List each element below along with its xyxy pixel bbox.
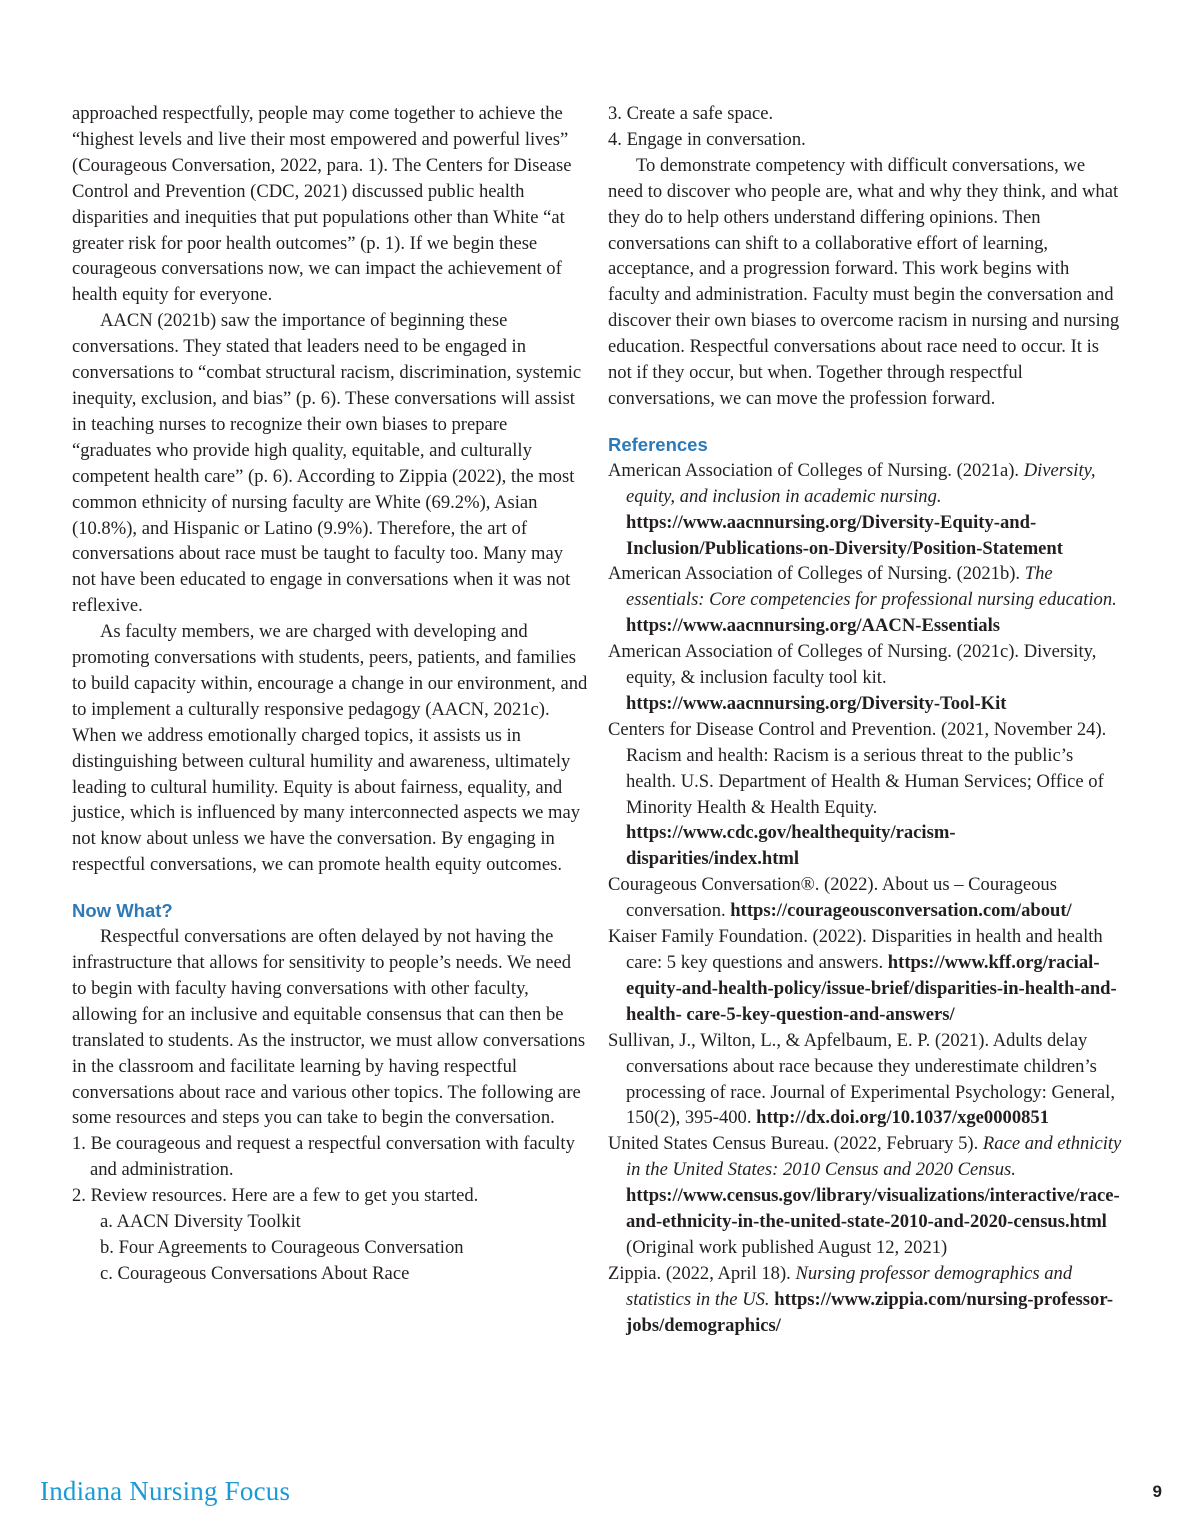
- page-number: 9: [1152, 1482, 1162, 1501]
- reference-author-date: Courageous Conversation®. (2022).: [608, 874, 882, 896]
- reference-link[interactable]: https://www.aacnnursing.org/AACN-Essentials: [626, 615, 1000, 637]
- reference-title: Nursing professor demographics and statistics in the US.: [626, 1262, 1073, 1310]
- reference-link[interactable]: https://www.census.gov/library/visualizations/interactive/race-and-ethnicity-in-the-united-state-2010-and-2020-census.html: [626, 1185, 1120, 1233]
- paragraph-respectful-conversations: Respectful conversations are often delayed by not having the infrastructure that allows for sensitivity to people’s needs. We need to begin with faculty having conversations with other faculty, allowing for an inclusive and equitable consensus that can then be translated to students. As the instructor, we must allow conversations in the classroom and facilitate learning by having respectful conversations about race and various other topics. The following are some resources and steps you can take to begin the conversation.: [72, 926, 586, 1129]
- reference-link[interactable]: https://www.kff.org/racial-equity-and-health-policy/issue-brief/disparities-in-health-and-health- care-5-key-question-and-answers/: [626, 952, 1117, 1025]
- reference-description: Adults delay conversations about race because they underestimate children’s processing of race. Journal of Experimental Psychology: General, 150(2), 395-400.: [626, 1029, 1115, 1129]
- reference-entry: [608, 1261, 1124, 1339]
- reference-entry: [608, 872, 1124, 924]
- references-list: [608, 458, 1124, 1339]
- reference-entry: [608, 458, 1124, 562]
- reference-description: Disparities in health and health care: 5 key questions and answers.: [626, 926, 1103, 973]
- resource-item: b. Four Agreements to Courageous Conversation: [100, 1236, 464, 1258]
- reference-entry: [608, 717, 1124, 872]
- step-item: [72, 1183, 588, 1209]
- reference-author-date: Sullivan, J., Wilton, L., & Apfelbaum, E. P. (2021).: [608, 1029, 993, 1051]
- reference-link[interactable]: https://www.cdc.gov/healthequity/racism-disparities/index.html: [626, 822, 956, 870]
- reference-link[interactable]: https://www.aacnnursing.org/Diversity-Equity-and-Inclusion/Publications-on-Diversity/Position-Statement: [626, 511, 1063, 559]
- steps-list-continued: [608, 101, 1124, 153]
- reference-link[interactable]: https://www.aacnnursing.org/Diversity-Tool-Kit: [626, 692, 1007, 714]
- paragraph-aacn-2021b: AACN (2021b) saw the importance of beginning these conversations. They stated that leaders need to be engaged in conversations to “combat structural racism, discrimination, systemic inequity, exclusion, and bias” (p. 6). These conversations will assist in teaching nurses to recognize their own biases to prepare “graduates who provide high quality, equitable, and culturally competent health care” (p. 6). According to Zippia (2022), the most common ethnicity of nursing faculty are White (69.2%), Asian (10.8%), and Hispanic or Latino (9.9%). Therefore, the art of conversations about race must be taught to faculty too. Many may not have been educated to engage in conversations when it was not reflexive.: [72, 310, 582, 617]
- reference-link[interactable]: https://www.zippia.com/nursing-professor-jobs/demographics/: [626, 1288, 1114, 1336]
- reference-description: Diversity, equity, & inclusion faculty tool kit.: [626, 641, 1097, 689]
- reference-description: Racism and health: Racism is a serious threat to the public’s health. U.S. Department of Health & Human Services; Office of Minority Health & Health Equity.: [626, 744, 1104, 818]
- step-item: 1. Be courageous and request a respectful conversation with faculty and administration.: [72, 1133, 575, 1181]
- reference-entry: [608, 924, 1124, 1028]
- reference-link[interactable]: https://courageousconversation.com/about/: [725, 900, 1072, 922]
- reference-author-date: American Association of Colleges of Nursing. (2021b).: [608, 563, 1025, 585]
- reference-entry: [608, 1028, 1124, 1132]
- reference-author-date: United States Census Bureau. (2022, February 5).: [608, 1133, 983, 1155]
- step-item: 4. Engage in conversation.: [608, 128, 806, 150]
- reference-title: Diversity, equity, and inclusion in academic nursing.: [626, 459, 1096, 507]
- steps-list: [72, 1131, 588, 1209]
- reference-title: The essentials: Core competencies for professional nursing education.: [626, 563, 1117, 611]
- resource-item: c. Courageous Conversations About Race: [100, 1262, 410, 1284]
- paragraph-competency: To demonstrate competency with difficult conversations, we need to discover who people are, what and why they think, and what they do to help others understand differing opinions. Then conversations can shift to a collaborative effort of learning, acceptance, and a progression forward. This work begins with faculty and administration. Faculty must begin the conversation and discover their own biases to overcome racism in nursing and nursing education. Respectful conversations about race need to occur. It is not if they occur, but when. Together through respectful conversations, we can move the profession forward.: [608, 154, 1120, 409]
- reference-author-date: Zippia. (2022, April 18).: [608, 1262, 796, 1284]
- reference-author-date: American Association of Colleges of Nursing. (2021a).: [608, 459, 1024, 481]
- resource-item: a. AACN Diversity Toolkit: [100, 1211, 301, 1233]
- step-text: 2. Review resources. Here are a few to get you started.: [72, 1185, 479, 1207]
- reference-note: (Original work published August 12, 2021): [626, 1236, 948, 1258]
- reference-link[interactable]: http://dx.doi.org/10.1037/xge0000851: [751, 1107, 1050, 1129]
- reference-author-date: Centers for Disease Control and Prevention. (2021, November 24).: [608, 718, 1107, 740]
- heading-now-what: Now What?: [72, 900, 173, 922]
- left-column: [72, 101, 588, 1287]
- reference-entry: [608, 639, 1124, 717]
- paragraph-faculty-members: As faculty members, we are charged with developing and promoting conversations with students, peers, patients, and families to build capacity within, encourage a change in our environment, and to implement a culturally responsive pedagogy (AACN, 2021c). When we address emotionally charged topics, it assists us in distinguishing between cultural humility and awareness, ultimately leading to cultural humility. Equity is about fairness, equality, and justice, which is influenced by many interconnected aspects we may not know about unless we have the conversation. By engaging in respectful conversations, we can promote health equity outcomes.: [72, 621, 588, 876]
- reference-title: Race and ethnicity in the United States: 2010 Census and 2020 Census.: [626, 1133, 1122, 1181]
- paragraph-health-equity: approached respectfully, people may come together to achieve the “highest levels and live their most empowered and powerful lives” (Courageous Conversation, 2022, para. 1). The Centers for Disease Control and Prevention (CDC, 2021) discussed public health disparities and inequities that put populations other than White “at greater risk for poor health outcomes” (p. 1). If we begin these courageous conversations now, we can impact the achievement of health equity for everyone.: [72, 103, 572, 306]
- publication-title: Indiana Nursing Focus: [40, 1476, 291, 1506]
- right-column: [608, 101, 1124, 1339]
- reference-entry: [608, 561, 1124, 639]
- resources-sublist: [72, 1209, 588, 1287]
- reference-entry: [608, 1131, 1124, 1261]
- reference-author-date: American Association of Colleges of Nursing. (2021c).: [608, 641, 1024, 663]
- step-item: 3. Create a safe space.: [608, 103, 774, 124]
- reference-author-date: Kaiser Family Foundation. (2022).: [608, 926, 872, 948]
- reference-description: About us – Courageous conversation.: [626, 874, 1057, 922]
- heading-references: References: [608, 433, 708, 455]
